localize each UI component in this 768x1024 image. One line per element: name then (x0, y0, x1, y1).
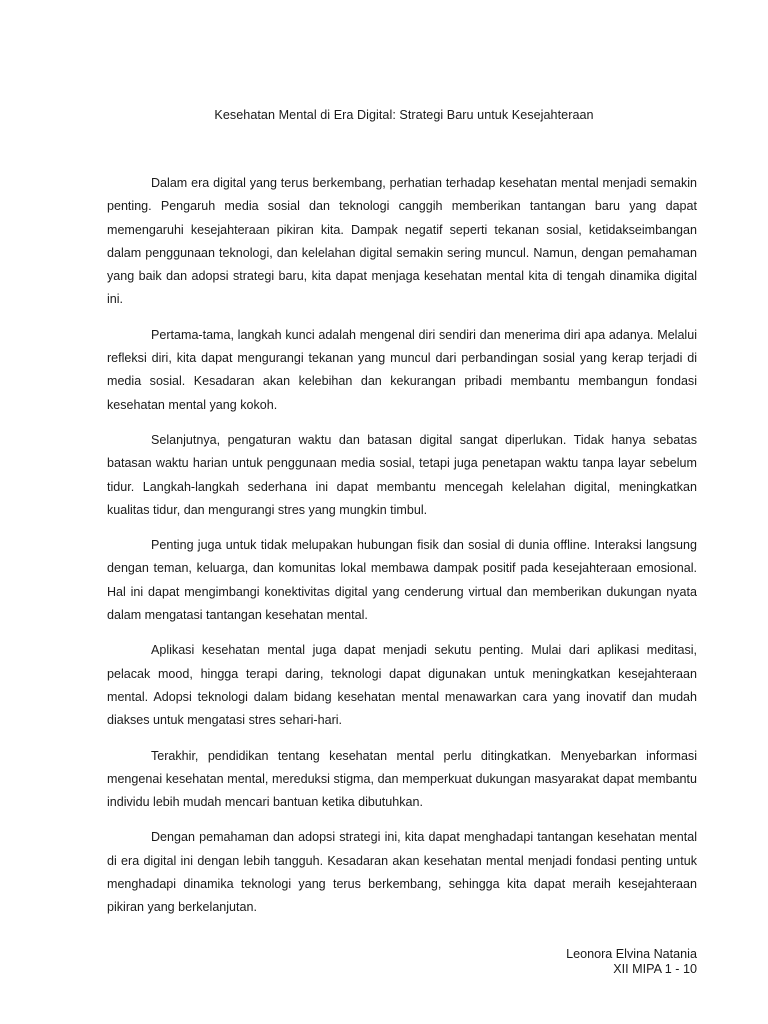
paragraph-5: Aplikasi kesehatan mental juga dapat menjadi sekutu penting. Mulai dari aplikasi meditasi, pelacak mood, hingga terapi daring, teknologi dapat digunakan untuk meningkatkan kesejahteraan mental. Adopsi teknologi dalam bidang kesehatan mental menawarkan cara yang inovatif dan mudah diakses untuk mengatasi stres sehari-hari. (107, 643, 697, 728)
paragraph-3: Selanjutnya, pengaturan waktu dan batasan digital sangat diperlukan. Tidak hanya sebatas batasan waktu harian untuk penggunaan media sosial, tetapi juga penetapan waktu tanpa layar sebelum tidur. Langkah-langkah sederhana ini dapat membantu mencegah kelelahan digital, meningkatkan kualitas tidur, dan mengurangi stres yang mungkin timbul. (107, 432, 697, 517)
paragraph-7: Dengan pemahaman dan adopsi strategi ini, kita dapat menghadapi tantangan kesehatan mental di era digital ini dengan lebih tangguh. Kesadaran akan kesehatan mental menjadi fondasi penting untuk menghadapi dinamika teknologi yang terus berkembang, sehingga kita dapat meraih kesejahteraan pikiran yang berkelanjutan. (107, 830, 697, 915)
author-class: XII MIPA 1 - 10 (613, 962, 697, 976)
document-title: Kesehatan Mental di Era Digital: Strategi Baru untuk Kesejahteraan (214, 108, 594, 122)
document-body (107, 172, 697, 932)
author-signature-block (566, 947, 697, 977)
paragraph-2: Pertama-tama, langkah kunci adalah mengenal diri sendiri dan menerima diri apa adanya. Melalui refleksi diri, kita dapat mengurangi tekanan yang muncul dari perbandingan sosial yang kerap terjadi di media sosial. Kesadaran akan kelebihan dan kekurangan pribadi membantu membangun fondasi kesehatan mental yang kokoh. (107, 327, 697, 412)
paragraph-6: Terakhir, pendidikan tentang kesehatan mental perlu ditingkatkan. Menyebarkan informasi mengenai kesehatan mental, mereduksi stigma, dan memperkuat dukungan masyarakat dapat membantu individu lebih mudah mencari bantuan ketika dibutuhkan. (107, 748, 697, 810)
paragraph-4: Penting juga untuk tidak melupakan hubungan fisik dan sosial di dunia offline. Interaksi langsung dengan teman, keluarga, dan komunitas lokal membawa dampak positif pada kesejahteraan emosional. Hal ini dapat mengimbangi konektivitas digital yang cenderung virtual dan memberikan dukungan nyata dalam mengatasi tantangan kesehatan mental. (107, 538, 697, 623)
paragraph-1: Dalam era digital yang terus berkembang, perhatian terhadap kesehatan mental menjadi semakin penting. Pengaruh media sosial dan teknologi canggih memberikan tantangan baru yang dapat memengaruhi kesejahteraan pikiran kita. Dampak negatif seperti tekanan sosial, ketidakseimbangan dalam penggunaan teknologi, dan kelelahan digital semakin sering muncul. Namun, dengan pemahaman yang baik dan adopsi strategi baru, kita dapat menjaga kesehatan mental kita di tengah dinamika digital ini. (107, 176, 697, 307)
author-name: Leonora Elvina Natania (566, 947, 697, 961)
